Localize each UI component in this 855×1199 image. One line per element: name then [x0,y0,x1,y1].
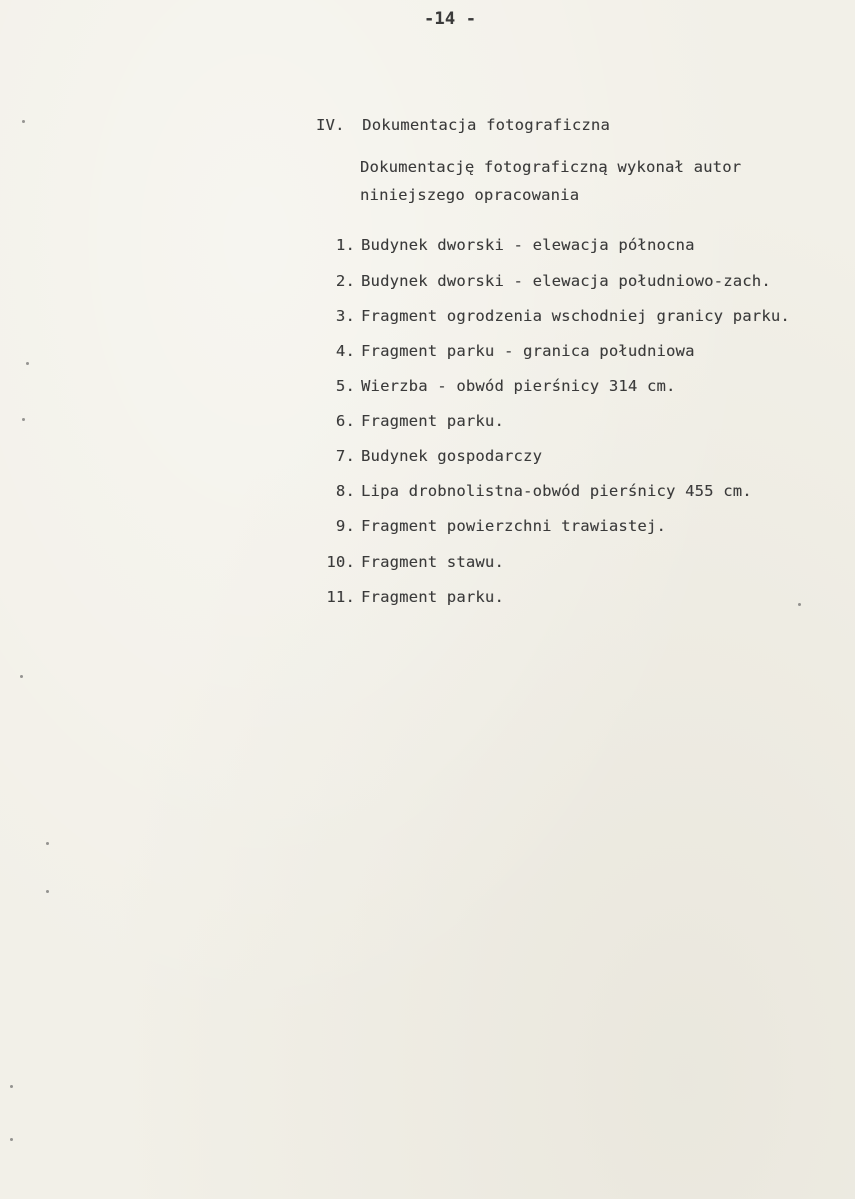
section-number: IV. [316,116,345,134]
list-item-number: 11. [326,588,355,606]
paper-speck [46,842,49,845]
section-heading [316,116,610,134]
intro-line-2: niniejszego opracowania [360,186,580,204]
list-item [0,553,855,577]
list-item-number: 8. [335,482,355,500]
page-number: -14 - [424,9,477,29]
list-item-number: 2. [335,272,355,290]
list-item-text: Fragment ogrodzenia wschodniej granicy parku. [361,307,790,325]
paper-speck [10,1138,13,1141]
list-item [0,272,855,296]
list-item-text: Fragment parku. [361,588,504,606]
list-item-number: 7. [335,447,355,465]
paper-speck [798,603,801,606]
list-item [0,412,855,436]
list-item-number: 10. [326,553,355,571]
list-item [0,588,855,612]
list-item [0,482,855,506]
list-item-text: Fragment stawu. [361,553,504,571]
list-item-text: Lipa drobnolistna-obwód pierśnicy 455 cm. [361,482,752,500]
paper-speck [26,362,29,365]
paper-speck [22,120,25,123]
list-item-number: 4. [335,342,355,360]
list-item [0,377,855,401]
list-item-text: Fragment powierzchni trawiastej. [361,517,667,535]
list-item-number: 9. [335,517,355,535]
list-item-text: Budynek gospodarczy [361,447,543,465]
list-item-text: Fragment parku. [361,412,504,430]
paper-speck [22,418,25,421]
paper-speck [20,675,23,678]
list-item-number: 1. [335,236,355,254]
paper-speck [46,890,49,893]
list-item-number: 6. [335,412,355,430]
list-item-text: Budynek dworski - elewacja północna [361,236,695,254]
list-item [0,517,855,541]
list-item-number: 3. [335,307,355,325]
list-item [0,342,855,366]
list-item [0,307,855,331]
intro-line-1: Dokumentację fotograficzną wykonał autor [360,158,742,176]
list-item-number: 5. [335,377,355,395]
list-item-text: Budynek dworski - elewacja południowo-zach. [361,272,771,290]
list-item [0,447,855,471]
list-item-text: Wierzba - obwód pierśnicy 314 cm. [361,377,676,395]
list-item-text: Fragment parku - granica południowa [361,342,695,360]
paper-speck [10,1085,13,1088]
section-title: Dokumentacja fotograficzna [362,116,610,134]
list-item [0,236,855,260]
